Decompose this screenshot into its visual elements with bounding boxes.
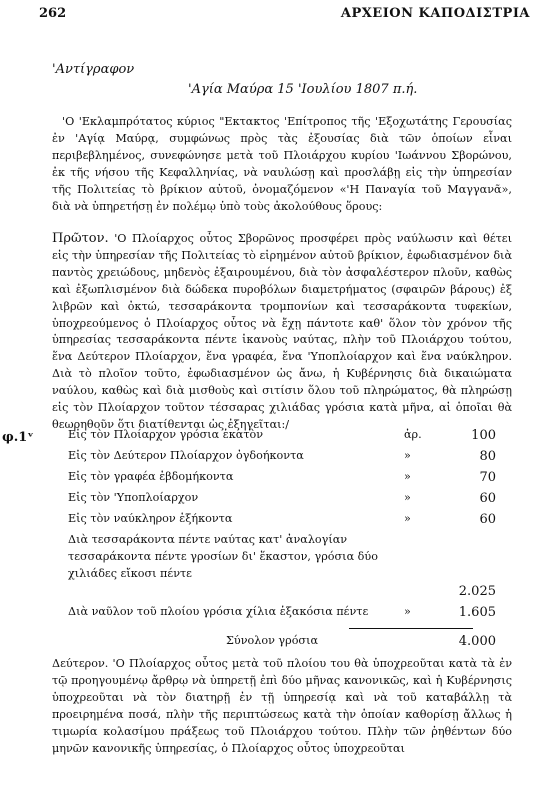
ledger-crew-label: Διὰ τεσσαράκοντα πέντε ναύτας κατ' ἀναλογίαν τεσσαράκοντα πέντε γροσίων δι' ἕκαστον, γρόσια δύο χιλιάδες εἴκοσι πέντε	[68, 533, 378, 580]
folio-mark: φ.1ᵛ	[2, 430, 34, 445]
total-amount: 4.000	[458, 634, 496, 649]
ledger-amount: 100	[471, 428, 496, 443]
ledger-row	[68, 449, 496, 466]
ledger-mark: ἀρ.	[404, 428, 422, 441]
running-title: ΑΡΧΕΙΟΝ ΚΑΠΟΔΙΣΤΡΙΑ	[340, 6, 530, 21]
ledger-mark: »	[404, 470, 411, 483]
ledger-label: Εἰς τὸν 'Υποπλοίαρχον	[68, 491, 199, 504]
ledger-freight-label: Διὰ ναῦλον τοῦ πλοίου γρόσια χίλια ἑξακόσια πέντε	[68, 605, 369, 618]
paragraph-second-article	[52, 656, 512, 757]
ledger-amount: 80	[479, 449, 496, 464]
ledger-mark: »	[404, 512, 411, 525]
ledger-row	[68, 491, 496, 508]
ledger-amount: 70	[479, 470, 496, 485]
ledger-label: Εἰς τὸν Πλοίαρχον γρόσια ἑκατὸν	[68, 428, 264, 441]
ledger-freight-mark: »	[404, 605, 411, 618]
ledger-amount: 60	[479, 512, 496, 527]
copy-label: 'Αντίγραφον	[52, 62, 135, 77]
ledger-freight-row	[68, 605, 496, 622]
ledger-mark: »	[404, 491, 411, 504]
ledger-row	[68, 470, 496, 487]
ledger-mark: »	[404, 449, 411, 462]
ledger-freight-amount: 1.605	[458, 605, 496, 620]
ledger-label: Εἰς τὸν ναύκληρον ἑξήκοντα	[68, 512, 233, 525]
paragraph-intro-text: 'Ο 'Εκλαμπρότατος κύριος "Εκτακτος 'Επίτροπος τῆς 'Εξοχωτάτης Γερουσίας ἐν 'Αγίᾳ Μαύρᾳ, συμφώνως πρὸς τὰς ἐξουσίας διὰ τῶν ὁποίων εἶναι περιβεβλημένος, συνεφώνησε μετὰ τοῦ Πλοιάρχου κυρίου 'Ιωάννου Σβορώνου, ἐκ τῆς νήσου τῆς Κεφαλληνίας, νὰ ναυλώσῃ καὶ προσλάβῃ εἰς τὴν ὑπηρεσίαν τῆς Πολιτείας τὸ βρίκιον αὐτοῦ, ὀνομαζόμενον «'Η Παναγία τοῦ Μαγγανᾶ», διὰ νὰ ὑπηρετήσῃ ἐν πολέμῳ ὑπὸ τοὺς ἀκολούθους ὅρους:	[52, 115, 512, 213]
ledger-label: Εἰς τὸν Δεύτερον Πλοίαρχον ὀγδοήκοντα	[68, 449, 304, 462]
ledger-label: Εἰς τὸν γραφέα ἑβδομήκοντα	[68, 470, 234, 483]
ledger-amount: 60	[479, 491, 496, 506]
ledger-row	[68, 428, 496, 445]
paragraph-first-article-text	[52, 231, 512, 434]
paragraph-first-article	[52, 231, 512, 434]
ledger-crew-amount: 2.025	[458, 584, 496, 599]
date-line: 'Αγία Μαύρα 15 'Ιουλίου 1807 π.ή.	[188, 82, 418, 97]
ledger-crew-row	[68, 584, 496, 601]
total-divider	[349, 628, 473, 629]
ledger-row	[68, 512, 496, 529]
page-number: 262	[39, 6, 67, 21]
total-label: Σύνολον γρόσια	[226, 634, 319, 647]
page-header	[39, 6, 530, 24]
article-body: 'Ο Πλοίαρχος οὗτος Σβορῶνος προσφέρει πρὸς ναύλωσιν καὶ θέτει εἰς τὴν ὑπηρεσίαν τῆς Πολιτείας τὸ εἰρημένον αὐτοῦ βρίκιον, ἐφωδιασμένον διὰ παντὸς χρειώδους, μηδενὸς ἐξαιρουμένου, διὰ τὸν ἀσφαλέστερον πλοῦν, καθὼς καὶ ἐξωπλισμένον διὰ δώδεκα πυροβόλων διαμετρήματος (σφαιρῶν βάρους) ἐξ λιβρῶν καὶ ὀκτώ, τεσσαράκοντα τρομπονίων καὶ τεσσαράκοντα τυφεκίων, ὑποχρεούμενος ὁ Πλοίαρχος οὗτος νὰ ἔχῃ πάντοτε καθ' ὅλον τὸν χρόνον τῆς ὑπηρεσίας τεσσαράκοντα πέντε ἱκανοὺς ναύτας, πλὴν τοῦ Πλοιάρχου τούτου, ἕνα Δεύτερον Πλοίαρχον, ἕνα γραφέα, ἕνα 'Υποπλοίαρχον καὶ ἕνα ναύκληρον. Διὰ τὸ πλοῖον τοῦτο, ἐφωδιασμένον ὡς ἄνω, ἡ Κυβέρνησις διὰ δικαιώματα ναύλου, καθὼς καὶ διὰ μισθοὺς καὶ σιτίσιν ὅλου τοῦ πληρώματος, θὰ πληρώσῃ εἰς τὸν Πλοίαρχον τοῦτον τέσσαρας χιλιάδας γρόσια κατὰ μῆνα, αἱ ὁποῖαι θὰ θεωρηθοῦν ὅτι διατίθενται ὡς ἐξηγεῖται:/	[52, 232, 512, 431]
paragraph-second-article-text: Δεύτερον. 'Ο Πλοίαρχος οὗτος μετὰ τοῦ πλοίου του θὰ ὑποχρεοῦται κατὰ τὰ ἐν τῷ προηγουμένῳ ἄρθρῳ νὰ ὑπηρετῇ ἐπὶ δύο μῆνας κανονικῶς, καὶ ἡ Κυβέρνησις ὑποχρεοῦται νὰ τὸν διατηρῇ ἐν τῇ ὑπηρεσίᾳ καὶ νὰ τοῦ καταβάλλῃ τὰ προειρημένα ποσά, πλὴν τῆς περιπτώσεως κατὰ τὴν ὁποίαν καθορίσῃ ἄλλως ἡ τιμωρία κολασίμου πράξεως τοῦ Πλοιάρχου τούτου. Πλὴν τῶν ῥηθέντων δύο μηνῶν κανονικῆς ὑπηρεσίας, ὁ Πλοίαρχος οὗτος ὑποχρεοῦται	[52, 657, 512, 755]
paragraph-intro	[52, 114, 512, 215]
article-lead-word: Πρῶτον.	[52, 231, 109, 246]
total-row	[68, 634, 496, 652]
